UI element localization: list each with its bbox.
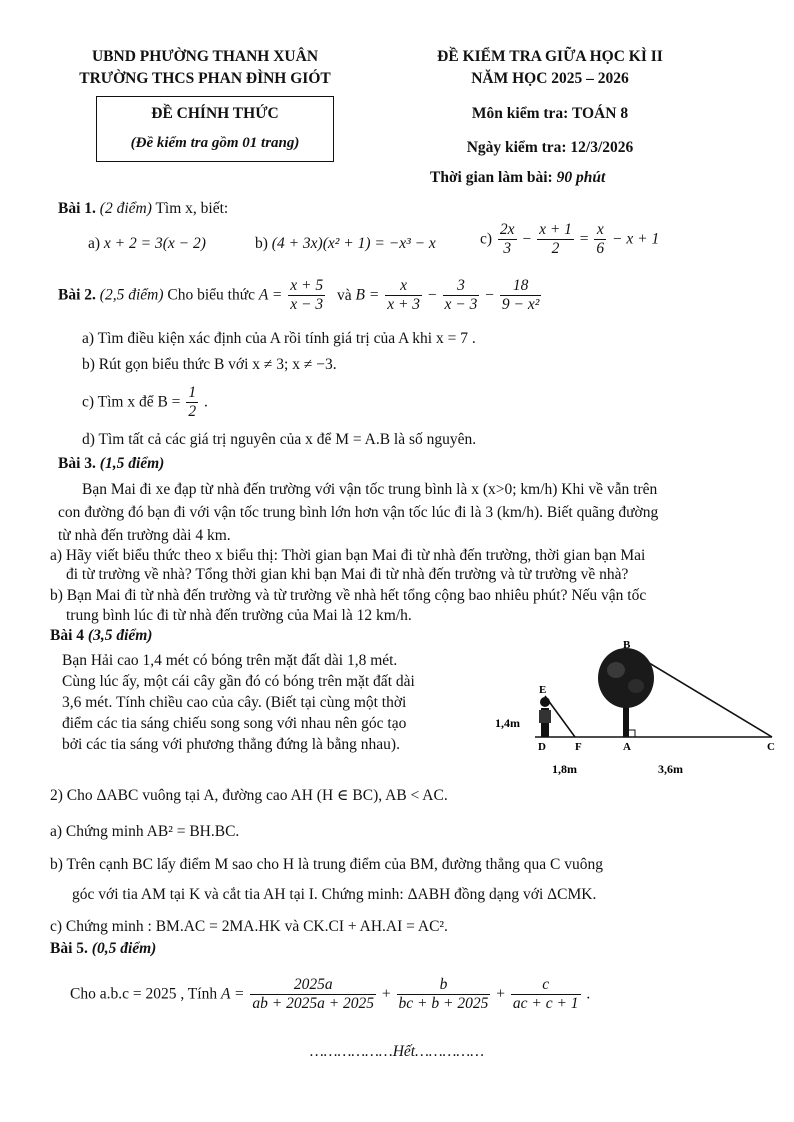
bai4-q2: 2) Cho ΔABC vuông tại A, đường cao AH (H ∈ BC), AB < AC.: [50, 787, 448, 804]
bai3-b2: trung bình lúc đi từ nhà đến trường của Mai là 12 km/h.: [66, 607, 412, 624]
bai1-a-expr: x + 2 = 3(x − 2): [103, 235, 206, 252]
duration-value: 90 phút: [556, 169, 606, 186]
bai4-title: Bài 4: [50, 627, 85, 644]
bai3-a2: đi từ trường về nhà? Tổng thời gian khi bạn Mai đi từ nhà đến trường và từ trường về nhà?: [66, 566, 629, 583]
bai1-c-frac2: $\frac{x + 1}{2}$: [539, 221, 572, 257]
bai2-a: a) Tìm điều kiện xác định của A rồi tính giá trị của A khi x = 7 .: [82, 330, 476, 347]
bai1-points: (2 điểm): [99, 200, 152, 217]
bai5-points: (0,5 điểm): [91, 940, 157, 957]
fig-label-B: B: [623, 639, 631, 651]
fig-label-E: E: [539, 684, 547, 696]
bai5-pre: Cho a.b.c = 2025 , Tính: [70, 985, 218, 1003]
bai3-title: Bài 3.: [58, 455, 96, 472]
bai2-B-frac1: $\frac{x}{x + 3}$: [387, 277, 421, 313]
bai1-b-label: b): [255, 235, 268, 252]
fig-label-F: F: [575, 741, 582, 753]
bai3-a1: a) Hãy viết biểu thức theo x biểu thị: Thời gian bạn Mai đi từ nhà đến trường, thời gian bạn Mai: [50, 547, 646, 564]
bai5-frac2: $\frac{b}{bc + b + 2025}$: [398, 976, 489, 1012]
tree-icon: [598, 648, 654, 737]
bai2-B-lhs: B =: [355, 286, 380, 304]
bai5-frac3: $\frac{c}{ac + c + 1}$: [512, 976, 579, 1012]
bai1-c-tail: − x + 1: [612, 230, 660, 248]
bai4-qa: a) Chứng minh AB² = BH.BC.: [50, 823, 240, 840]
shadow-figure: [480, 636, 790, 786]
person-icon: [539, 697, 551, 737]
fig-label-C: C: [767, 741, 775, 753]
bai4-p3: 3,6 mét. Tính chiều cao của cây. (Biết tại cùng một thời: [62, 694, 407, 711]
bai2-A-lhs: A =: [258, 286, 283, 304]
bai4-p4: điểm các tia sáng chiếu song song với nhau nên góc tạo: [62, 715, 407, 732]
bai4-qb2: góc với tia AM tại K và cắt tia AH tại I. Chứng minh: ΔABH đồng dạng với ΔCMK.: [72, 886, 597, 903]
bai4-heading: [50, 627, 152, 645]
bai4-points: (3,5 điểm): [87, 627, 153, 644]
page-count-note: (Đề kiểm tra gồm 01 trang): [130, 135, 300, 151]
bai2-heading: Bài 2. (2,5 điểm) Cho biểu thức A = $\frac{x + 5}{x - 3}$ và B = $\frac{x}{x + 3}$ − $\frac{3}{x - 3}$ − $\frac{18}{\text{9 − x²}}$: [58, 277, 540, 313]
bai3-points: (1,5 điểm): [99, 455, 165, 472]
official-box: [96, 96, 334, 162]
bai3-p3: từ nhà đến trường dài 4 km.: [58, 527, 231, 544]
bai2-B-frac2: $\frac{3}{x - 3}$: [444, 277, 478, 313]
official-title: ĐỀ CHÍNH THỨC: [151, 105, 279, 122]
bai2-B-frac3: $\frac{18}{\text{9 − x²}}$: [501, 277, 540, 313]
bai3-p2: con đường đó bạn đi với vận tốc trung bình lớn hơn vận tốc lúc đi là 3 (km/h). Biết quãng đường: [58, 504, 659, 521]
bai2-points: (2,5 điểm): [99, 286, 164, 304]
bai1-b: [255, 235, 436, 253]
bai1-heading: [58, 200, 228, 218]
bai2-A-frac: $\frac{x + 5}{x - 3}$: [290, 277, 324, 313]
bai1-c-frac3: $\frac{x}{6}$: [596, 221, 605, 257]
bai2-b: b) Rút gọn biểu thức B với x ≠ 3; x ≠ −3.: [82, 356, 337, 373]
bai2-c-pre: c) Tìm x để B =: [82, 393, 181, 411]
bai3-p1: Bạn Mai đi xe đạp từ nhà đến trường với vận tốc trung bình là x (x>0; km/h) Khi về vẫn trên: [82, 481, 658, 498]
bai4-p2: Cùng lúc ấy, một cái cây gần đó có bóng trên mặt đất dài: [62, 673, 415, 690]
exam-date: Ngày kiểm tra: 12/3/2026: [466, 139, 634, 156]
bai4-p1: Bạn Hải cao 1,4 mét có bóng trên mặt đất dài 1,8 mét.: [62, 652, 398, 669]
fig-label-A: A: [623, 741, 631, 753]
bai2-d: d) Tìm tất cả các giá trị nguyên của x để M = A.B là số nguyên.: [82, 431, 477, 448]
bai2-c: c) Tìm x để B = $\frac{1}{2}$ .: [82, 384, 208, 420]
bai3-b1: b) Bạn Mai đi từ nhà đến trường và từ trường về nhà hết tổng cộng bao nhiêu phút? Nếu vận tốc: [50, 587, 647, 604]
bai2-c-frac: $\frac{1}{2}$: [188, 384, 197, 420]
bai4-p5: bởi các tia sáng với phương thẳng đứng là bằng nhau).: [62, 736, 400, 753]
bai4-qb1: b) Trên cạnh BC lấy điểm M sao cho H là trung điểm của BM, đường thẳng qua C vuông: [50, 856, 604, 873]
bai5-end: .: [586, 985, 591, 1003]
bai5-lhs: A =: [220, 985, 245, 1003]
bai5-title: Bài 5.: [50, 940, 88, 957]
bai1-intro: Tìm x, biết:: [155, 200, 229, 217]
bai1-c-frac1: $\frac{2x}{3}$: [499, 221, 515, 257]
bai2-and: và: [336, 286, 352, 304]
bai5-expr: Cho a.b.c = 2025 , Tính A = $\frac{2025a}{ab + 2025a + 2025}$ + $\frac{b}{bc + b + 2025}$ + $\frac{c}{ac + c + 1}$ .: [70, 976, 591, 1012]
bai4-qc: c) Chứng minh : BM.AC = 2MA.HK và CK.CI + AH.AI = AC².: [50, 918, 448, 935]
bai1-b-expr: (4 + 3x)(x² + 1) = −x³ − x: [271, 235, 436, 252]
bai3-heading: [58, 455, 164, 473]
bai1-a: [88, 235, 206, 253]
bai5-frac1: $\frac{2025a}{ab + 2025a + 2025}$: [252, 976, 375, 1012]
bai5-heading: [50, 940, 156, 958]
bai1-c-label: c): [480, 230, 493, 248]
fig-height: 1,4m: [495, 716, 520, 730]
bai2-title: Bài 2.: [58, 286, 96, 304]
duration: [430, 169, 605, 187]
fig-shadow1: 1,8m: [552, 762, 577, 776]
fig-label-D: D: [538, 741, 546, 753]
bai2-intro: Cho biểu thức: [167, 286, 255, 304]
end-marker: ………………Hết……………: [310, 1043, 484, 1060]
school-ward: UBND PHƯỜNG THANH XUÂN: [91, 48, 319, 65]
bai1-title: Bài 1.: [58, 200, 96, 217]
school-year: NĂM HỌC 2025 – 2026: [471, 70, 629, 87]
bai1-c: c) $\frac{2x}{3}$ − $\frac{x + 1}{2}$ = $\frac{x}{6}$ − x + 1: [480, 221, 660, 257]
subject: Môn kiểm tra: TOÁN 8: [471, 105, 629, 122]
duration-label: Thời gian làm bài:: [430, 169, 557, 186]
bai1-a-label: a): [88, 235, 101, 252]
exam-title: ĐỀ KIỂM TRA GIỮA HỌC KÌ II: [437, 48, 663, 65]
school-name: TRƯỜNG THCS PHAN ĐÌNH GIÓT: [79, 70, 331, 87]
fig-shadow2: 3,6m: [658, 762, 683, 776]
